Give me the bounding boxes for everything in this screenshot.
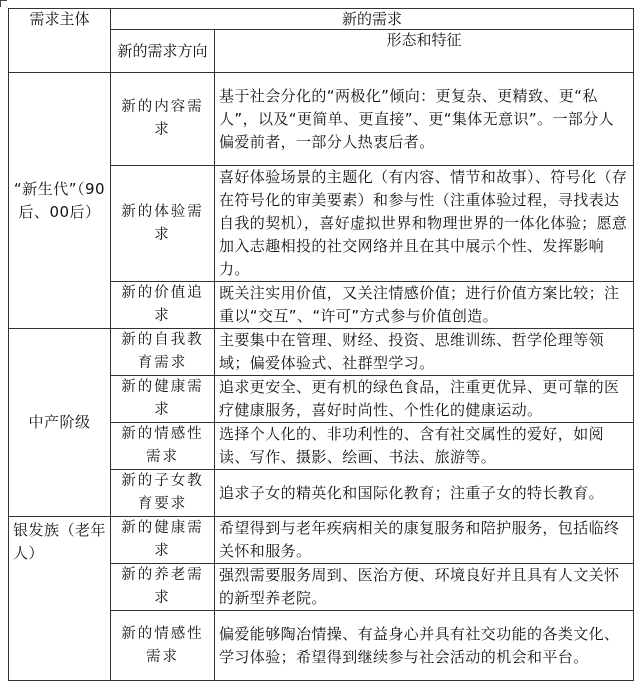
header-subject: 需求主体 (9, 9, 111, 73)
features-cell: 偏爱能够陶冶情操、有益身心并具有社交功能的各类文化、学习体验；希望得到继续参与社会活动的机会和平台。 (215, 611, 634, 681)
subject-cell: “新生代”（90后、00后） (9, 73, 111, 329)
features-cell: 既关注实用价值，又关注情感价值；进行价值方案比较；注重以“交互”、“许可”方式参与价值创造。 (215, 282, 634, 329)
direction-cell: 新的价值追求 (111, 282, 215, 329)
features-cell: 追求更安全、更有机的绿色食品，注重更优异、更可靠的医疗健康服务，喜好时尚性、个性化的健康运动。 (215, 376, 634, 423)
direction-cell: 新的体验需求 (111, 166, 215, 282)
header-row (9, 9, 634, 30)
subject-cell: 中产阶级 (9, 329, 111, 517)
direction-cell: 新的自我教育需求 (111, 329, 215, 376)
direction-cell: 新的情感性需求 (111, 611, 215, 681)
direction-cell: 新的情感性需求 (111, 423, 215, 470)
table-row (9, 517, 634, 564)
features-cell: 选择个人化的、非功利性的、含有社交属性的爱好，如阅读、写作、摄影、绘画、书法、旅游等。 (215, 423, 634, 470)
direction-cell: 新的子女教育要求 (111, 470, 215, 517)
direction-cell: 新的健康需求 (111, 376, 215, 423)
table-row (9, 329, 634, 376)
features-cell: 主要集中在管理、财经、投资、思维训练、哲学伦理等领域；偏爱体验式、社群型学习。 (215, 329, 634, 376)
table-anchor-mark (0, 0, 7, 7)
direction-cell: 新的健康需求 (111, 517, 215, 564)
direction-cell: 新的养老需求 (111, 564, 215, 611)
features-cell: 基于社会分化的“两极化”倾向：更复杂、更精致、更“私人”，以及“更简单、更直接”、更“集体无意识”。一部分人偏爱前者，一部分人热衷后者。 (215, 73, 634, 166)
features-cell: 强烈需要服务周到、医治方便、环境良好并且具有人文关怀的新型养老院。 (215, 564, 634, 611)
direction-cell: 新的内容需求 (111, 73, 215, 166)
header-features: 形态和特征 (215, 30, 634, 73)
features-cell: 希望得到与老年疾病相关的康复服务和陪护服务，包括临终关怀和服务。 (215, 517, 634, 564)
table-row (9, 73, 634, 166)
features-cell: 喜好体验场景的主题化（有内容、情节和故事）、符号化（存在符号化的审美要素）和参与性（注重体验过程，寻找表达自我的契机），喜好虚拟世界和物理世界的一体化体验；愿意加入志趣相投的社交网络并且在其中展示个性、发挥影响力。 (215, 166, 634, 282)
header-direction: 新的需求方向 (111, 30, 215, 73)
subject-cell: 银发族（老年人） (9, 517, 111, 681)
demand-table (8, 8, 634, 681)
header-new-demand: 新的需求 (111, 9, 634, 30)
features-cell: 追求子女的精英化和国际化教育；注重子女的特长教育。 (215, 470, 634, 517)
